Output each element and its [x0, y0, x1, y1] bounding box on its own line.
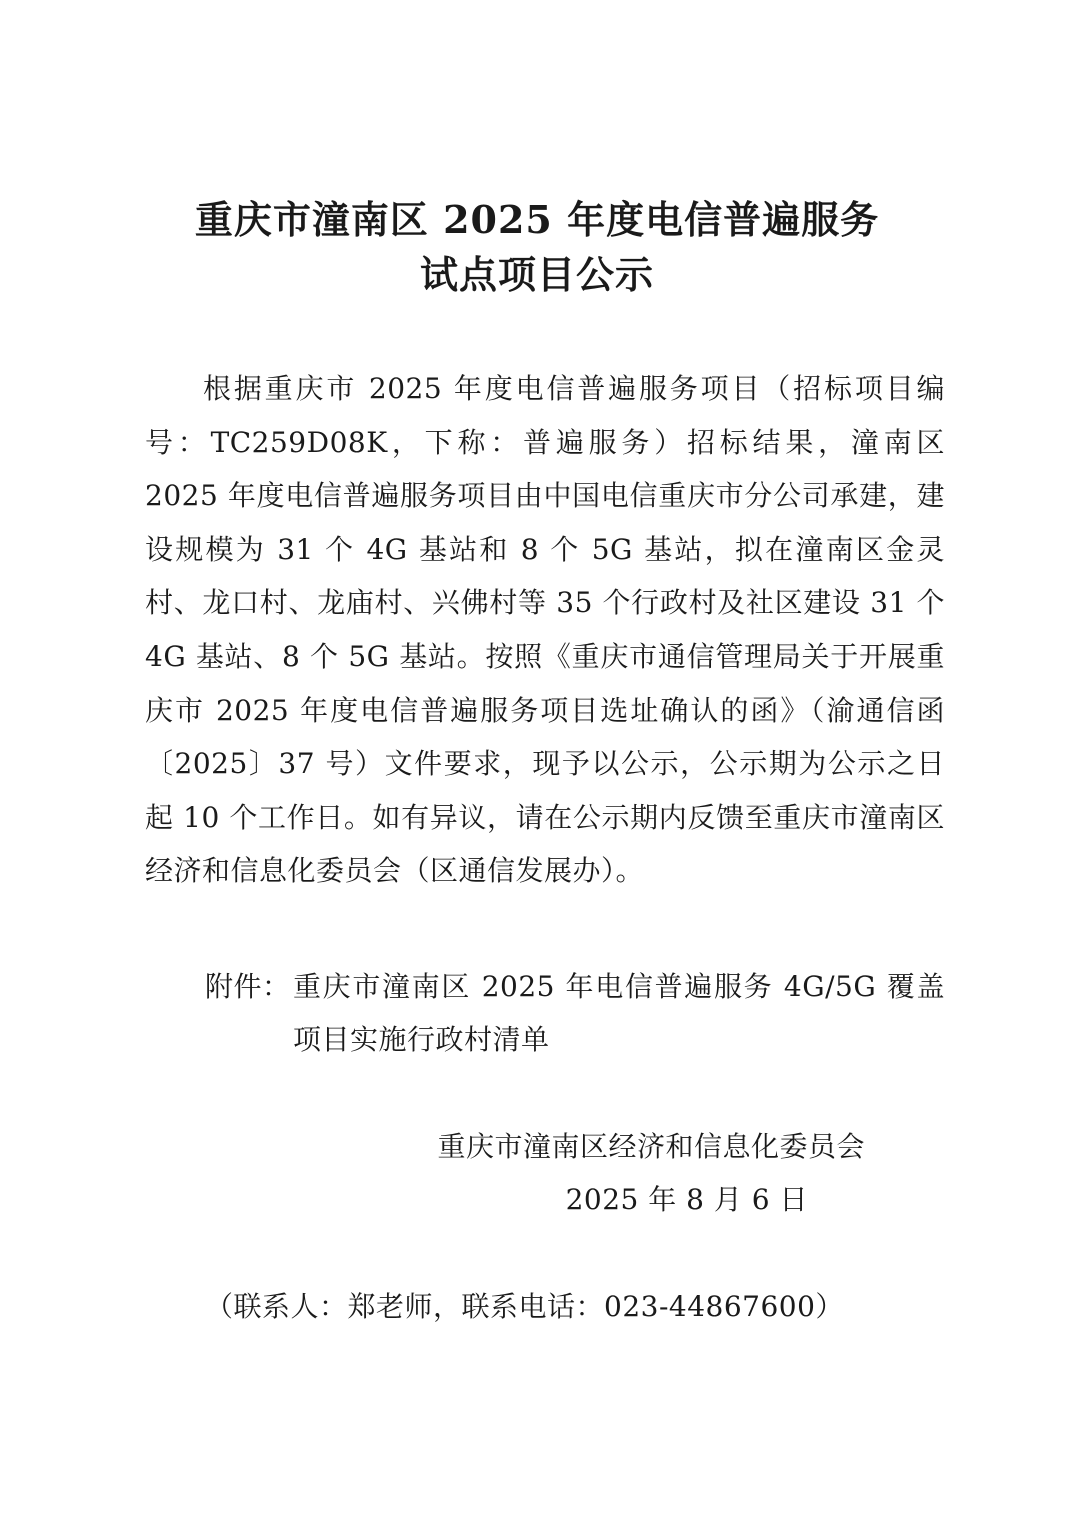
signature-date: 2025 年 8 月 6 日 — [565, 1183, 808, 1216]
document-title-line-1: 重庆市潼南区 2025 年度电信普遍服务 — [194, 197, 880, 242]
announcement-body: 根据重庆市 2025 年度电信普遍服务项目（招标项目编号：TC259D08K，下称：普遍服务）招标结果，潼南区 2025 年度电信普遍服务项目由中国电信重庆市分公司承建，建设规模为 31 个 4G 基站和 8 个 5G 基站，拟在潼南区金灵村、龙口村、龙庙村、兴佛村等 35 个行政村及社区建设 31 个 4G 基站、8 个 5G 基站。按照《重庆市通信管理局关于开展重庆市 2025 年度电信普遍服务项目选址确认的函》（渝通信函〔2025〕37 号）文件要求，现予以公示，公示期为公示之日起 10 个工作日。如有异议，请在公示期内反馈至重庆市潼南区经济和信息化委员会（区通信发展办）。 — [145, 372, 945, 888]
document-title-line-2: 试点项目公示 — [419, 252, 654, 297]
attachment-label: 附件： — [205, 970, 291, 1003]
attachment-block — [205, 960, 945, 1066]
attachment-text: 重庆市潼南区 2025 年电信普遍服务 4G/5G 覆盖项目实施行政村清单 — [293, 970, 945, 1056]
signature-organization: 重庆市潼南区经济和信息化委员会 — [437, 1130, 865, 1163]
contact-info: （联系人：郑老师，联系电话：023-44867600） — [205, 1290, 844, 1323]
